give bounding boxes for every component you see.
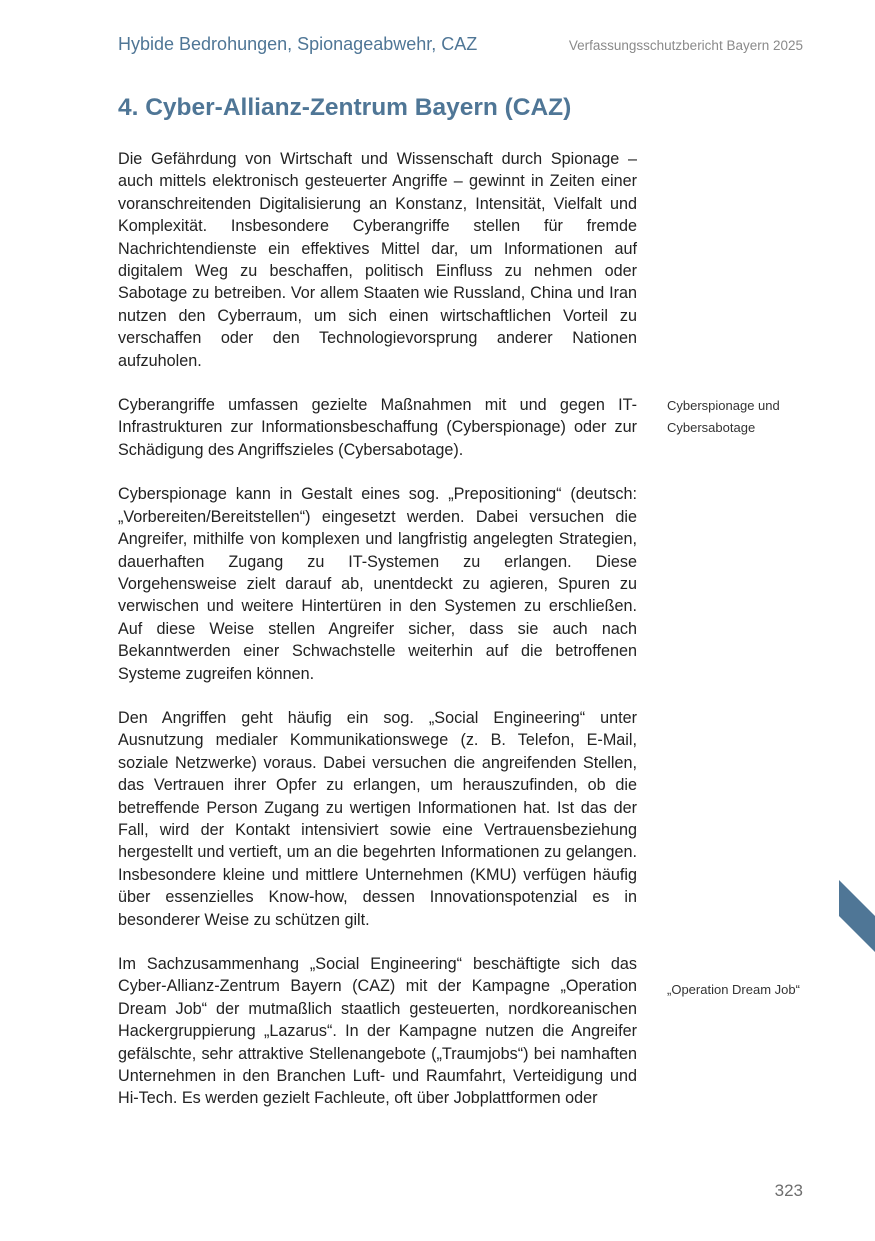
page-number: 323 (774, 1181, 803, 1200)
running-header-publication: Verfassungsschutzbericht Bayern 2025 (568, 38, 803, 53)
body-text (118, 148, 637, 1132)
margin-note-operation-dream-job: „Operation Dream Job“ (667, 982, 800, 997)
paragraph-cyberspionage: Cyberspionage kann in Gestalt eines sog. „Prepositioning“ (deutsch: „Vorbereiten/Bereitstellen“) eingesetzt werden. Dabei versuchen die Angreifer, mithilfe von komplexen und langfristig angelegten Strategien, dauerhaften Zugang zu IT-Systemen zu erlangen. Diese Vorgehensweise zielt darauf ab, unentdeckt zu agieren, Spuren zu verwischen und weitere Hintertüren in den Systemen zu erschließen. Auf diese Weise stellen Angreifer sicher, dass sie auch nach Bekanntwerden einer Schwachstelle weiterhin auf die betroffenen Systeme zugreifen können. (118, 485, 637, 683)
paragraph-social-engineering: Den Angriffen geht häufig ein sog. „Social Engineering“ unter Ausnutzung medialer Kommunikationswege (z. B. Telefon, E-Mail, soziale Netzwerke) voraus. Dabei versuchen die angreifenden Stellen, das Vertrauen ihrer Opfer zu erlangen, um herauszufinden, ob die betreffende Person Zugang zu wertigen Informationen hat. Ist das der Fall, wird der Kontakt intensiviert sowie eine Vertrauensbeziehung hergestellt und vertieft, um an die begehrten Informationen zu gelangen. Insbesondere kleine und mittlere Unternehmen (KMU) verfügen häufig über essenzielles Know-how, dessen Innovationspotenzial es in besonderer Weise zu schützen gilt. (118, 708, 637, 929)
margin-note-cyberspionage: Cyberspionage und Cybersabotage (667, 398, 780, 435)
section-heading: 4. Cyber-Allianz-Zentrum Bayern (CAZ) (118, 94, 572, 121)
paragraph-cyberangriffe: Cyberangriffe umfassen gezielte Maßnahmen mit und gegen IT-Infrastrukturen zur Informationsbeschaffung (Cyberspionage) oder zur Schädigung des Angriffszieles (Cybersabotage). (118, 396, 637, 459)
paragraph-intro: Die Gefährdung von Wirtschaft und Wissenschaft durch Spionage – auch mittels elektronisch gesteuerter Angriffe – gewinnt in Zeiten einer voranschreitenden Digitalisierung an Konstanz, Intensität, Vielfalt und Komplexität. Insbesondere Cyberangriffe stellen für fremde Nachrichtendienste ein effektives Mittel dar, um Informationen auf digitalem Weg zu beschaffen, politisch Einfluss zu nehmen oder Sabotage zu betreiben. Vor allem Staaten wie Russland, China und Iran nutzen den Cyberraum, um sich einen wirtschaftlichen Vorteil zu verschaffen oder den Technologievorsprung anderer Nationen aufzuholen. (118, 150, 637, 370)
paragraph-operation-dream-job: Im Sachzusammenhang „Social Engineering“ beschäftigte sich das Cyber-Allianz-Zentrum Bayern (CAZ) mit der Kampagne „Operation Dream Job“ der mutmaßlich staatlich gesteuerten, nordkoreanischen Hackergruppierung „Lazarus“. In der Kampagne nutzen die Angreifer gefälschte, sehr attraktive Stellenangebote („Traumjobs“) bei namhaften Unternehmen in den Branchen Luft- und Raumfahrt, Verteidigung und Hi-Tech. Es werden gezielt Fachleute, oft über Jobplattformen oder (118, 955, 637, 1108)
running-header-section: Hybide Bedrohungen, Spionageabwehr, CAZ (118, 34, 478, 54)
chapter-tab-marker (839, 880, 875, 952)
